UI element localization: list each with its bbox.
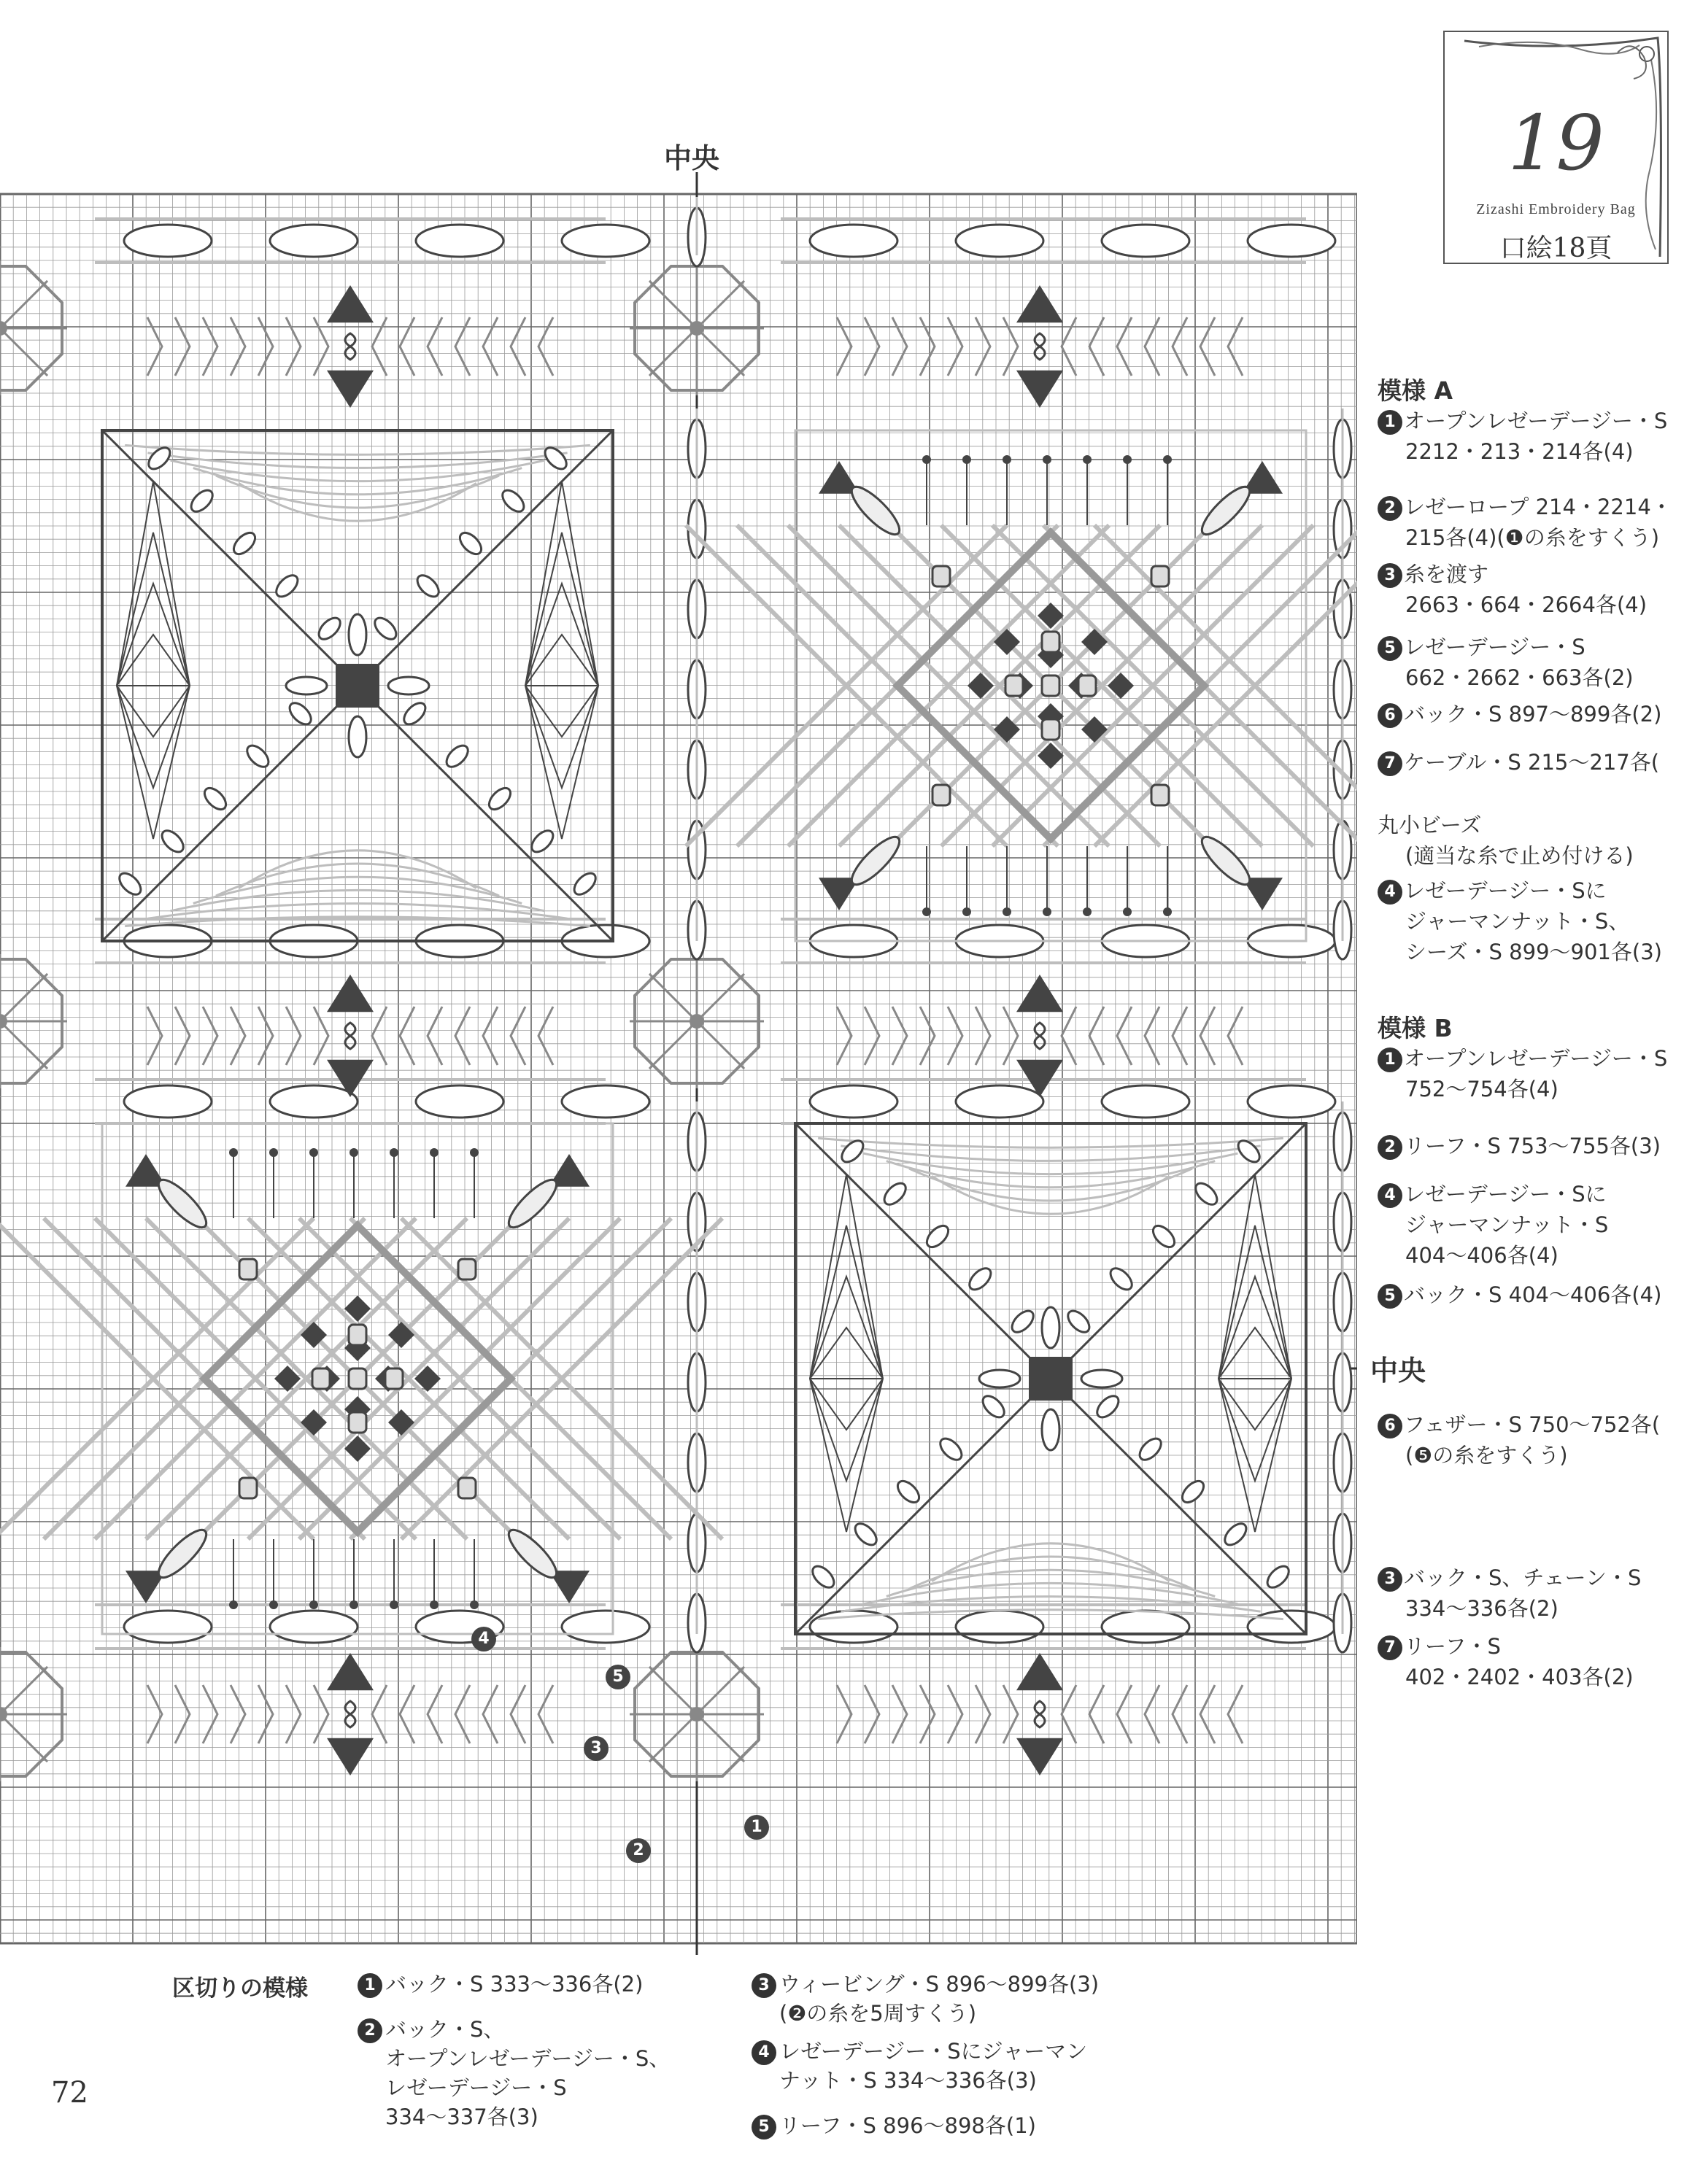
legend-number-badge: 4: [1378, 1183, 1402, 1208]
center-label-top: 中央: [664, 142, 720, 174]
pin-head: [1163, 907, 1172, 916]
legend-line: ウィービング・S 896〜899各(3): [779, 1972, 1100, 1997]
pin-head: [269, 1600, 278, 1609]
pin-head: [309, 1600, 318, 1609]
legend-number-badge: 5: [1378, 636, 1402, 661]
band-oval: [956, 1085, 1043, 1118]
pin-head: [229, 1148, 238, 1157]
title-frame: [1443, 31, 1669, 264]
band-oval: [956, 225, 1043, 257]
legend-line: レゼーデージー・Sにジャーマン: [779, 2039, 1088, 2064]
pin-head: [390, 1600, 398, 1609]
band-oval: [562, 225, 649, 257]
legend-line: 402・2402・403各(2): [1405, 1665, 1634, 1689]
legend-line: ナット・S 334〜336各(3): [779, 2068, 1037, 2093]
chart-number: 19: [1507, 98, 1604, 187]
pin-head: [1003, 907, 1011, 916]
band-oval: [1102, 1085, 1189, 1118]
legend-item: [752, 1970, 1099, 2028]
pin-head: [390, 1148, 398, 1157]
bead-icon: [1151, 785, 1169, 805]
legend-number-badge: 2: [1378, 1135, 1402, 1160]
legend-item: [1378, 632, 1634, 693]
band-oval: [810, 1085, 897, 1118]
legend-line: ジャーマンナット・S: [1405, 1212, 1609, 1237]
bead-icon: [1078, 675, 1096, 696]
legend-number-badge: 4: [1378, 880, 1402, 905]
legend-number-badge: 3: [1378, 563, 1402, 588]
legend-number-badge: 6: [1378, 1414, 1402, 1438]
band-oval: [270, 1611, 358, 1643]
legend-line: レゼーデージー・Sに: [1404, 878, 1607, 903]
legend-item: [1378, 1563, 1641, 1624]
legend-number-badge: 5: [752, 2115, 776, 2140]
legend-number-badge: 3: [1378, 1567, 1402, 1592]
callout-badge: 3: [584, 1736, 609, 1761]
pin-head: [430, 1148, 439, 1157]
legend-b-title: 模様 B: [1378, 1014, 1453, 1042]
legend-number-badge: 7: [1378, 751, 1402, 776]
daisy-loop: [286, 677, 327, 694]
legend-line: レゼーロープ 214・2214・: [1404, 495, 1672, 519]
legend-line: バック・S、チェーン・S: [1404, 1565, 1642, 1590]
legend-line: 334〜336各(2): [1405, 1596, 1559, 1621]
legend-item: [752, 2111, 1036, 2140]
web-center: [690, 1014, 704, 1029]
legend-line: リーフ・S 896〜898各(1): [779, 2113, 1036, 2138]
legend-line: レゼーデージー・Sに: [1404, 1182, 1607, 1207]
band-oval: [1102, 1611, 1189, 1643]
legend-line: レゼーデージー・S: [385, 2075, 567, 2100]
bead-icon: [458, 1259, 476, 1279]
legend-item: [1378, 1279, 1661, 1310]
page-number: 72: [51, 2076, 88, 2110]
legend-line: 2212・213・214各(4): [1405, 439, 1634, 464]
band-oval: [956, 1611, 1043, 1643]
legend-line: 752〜754各(4): [1405, 1077, 1559, 1101]
legend-line: リーフ・S: [1404, 1634, 1501, 1659]
band-oval: [124, 1611, 212, 1643]
legend-line: レゼーデージー・S: [1404, 635, 1585, 659]
pin-head: [1043, 455, 1051, 464]
legend-line: 215各(4)(❶の糸をすくう): [1405, 525, 1660, 550]
pin-head: [1083, 907, 1092, 916]
bead-icon: [349, 1368, 366, 1389]
legend-number-badge: 1: [1378, 410, 1402, 435]
legend-item: [752, 2037, 1087, 2095]
legend-number-badge: 7: [1378, 1635, 1402, 1660]
callout-badge: 1: [744, 1815, 769, 1840]
daisy-loop: [1042, 1409, 1059, 1450]
band-oval: [1248, 1085, 1335, 1118]
daisy-loop: [349, 716, 366, 757]
pin-head: [1043, 907, 1051, 916]
pin-head: [1123, 907, 1132, 916]
daisy-loop: [388, 677, 429, 694]
legend-line: バック・S 333〜336各(2): [385, 1972, 644, 1997]
band-oval: [416, 1085, 503, 1118]
legend-line: (適当な糸で止め付ける): [1405, 843, 1634, 868]
bead-icon: [349, 1412, 366, 1433]
bead-icon: [1042, 675, 1059, 696]
legend-item: [1378, 1043, 1667, 1104]
legend-line: オープンレゼーデージー・S: [1404, 408, 1668, 433]
band-oval: [124, 225, 212, 257]
daisy-loop: [1042, 1307, 1059, 1348]
bead-icon: [1042, 719, 1059, 740]
legend-line: 404〜406各(4): [1405, 1243, 1559, 1268]
pin-head: [309, 1148, 318, 1157]
chart-subtitle: Zizashi Embroidery Bag: [1476, 201, 1636, 217]
band-oval: [1102, 225, 1189, 257]
legend-number-badge: 1: [358, 1973, 382, 1998]
bead-icon: [239, 1478, 257, 1498]
bead-icon: [932, 785, 950, 805]
callout-badge: 4: [471, 1627, 496, 1651]
legend-item: [358, 1970, 643, 1999]
page-reference: 口絵18頁: [1499, 233, 1612, 263]
legend-line: (❺の糸をすくう): [1405, 1443, 1568, 1468]
callout-badge: 2: [626, 1838, 651, 1863]
legend-a-title: 模様 A: [1378, 376, 1453, 405]
pin-head: [470, 1148, 479, 1157]
band-oval: [270, 225, 358, 257]
legend-item: [1378, 1631, 1634, 1692]
legend-line: 丸小ビーズ: [1378, 813, 1482, 837]
legend-item: [1378, 1131, 1661, 1161]
band-oval: [1248, 1611, 1335, 1643]
pin-head: [349, 1600, 358, 1609]
bead-icon: [458, 1478, 476, 1498]
bead-icon: [349, 1325, 366, 1345]
legend-item: [1378, 406, 1667, 467]
pin-head: [1123, 455, 1132, 464]
band-oval: [416, 225, 503, 257]
legend-line: オープンレゼーデージー・S、: [385, 2046, 671, 2071]
legend-number-badge: 2: [358, 2018, 382, 2043]
legend-item: [1378, 810, 1634, 871]
pin-head: [922, 907, 931, 916]
band-oval: [562, 1085, 649, 1118]
band-oval: [810, 225, 897, 257]
legend-number-badge: 4: [752, 2040, 776, 2065]
legend-item: [1378, 1179, 1608, 1271]
band-oval: [1248, 225, 1335, 257]
band-oval: [124, 1085, 212, 1118]
legend-line: シーズ・S 899〜901各(3): [1405, 940, 1662, 964]
callout-badge: 5: [606, 1665, 630, 1689]
web-center: [690, 1707, 704, 1722]
legend-item: [1378, 492, 1672, 553]
bead-icon: [932, 566, 950, 586]
legend-line: ケーブル・S 215〜217各(: [1404, 750, 1660, 775]
legend-item: [1378, 699, 1661, 729]
bead-icon: [239, 1259, 257, 1279]
legend-line: 糸を渡す: [1404, 562, 1489, 586]
legend-item: [358, 2015, 670, 2131]
legend-line: 2663・664・2664各(4): [1405, 592, 1648, 617]
pin-head: [269, 1148, 278, 1157]
bead-icon: [1151, 566, 1169, 586]
bead-icon: [385, 1368, 403, 1389]
legend-number-badge: 2: [1378, 496, 1402, 521]
bead-icon: [1005, 675, 1023, 696]
pin-head: [962, 907, 971, 916]
legend-line: バック・S、: [385, 2017, 505, 2042]
legend-line: ジャーマンナット・S、: [1405, 909, 1630, 934]
legend-item: [1378, 747, 1659, 778]
daisy-loop: [349, 614, 366, 655]
bead-icon: [1042, 632, 1059, 652]
daisy-loop: [979, 1370, 1020, 1387]
pin-head: [1083, 455, 1092, 464]
bead-icon: [312, 1368, 330, 1389]
center-label-right: 中央: [1370, 1355, 1426, 1387]
pin-head: [470, 1600, 479, 1609]
legend-line: リーフ・S 753〜755各(3): [1404, 1134, 1661, 1158]
legend-number-badge: 6: [1378, 703, 1402, 728]
pin-head: [430, 1600, 439, 1609]
pin-head: [1003, 455, 1011, 464]
legend-line: オープンレゼーデージー・S: [1404, 1046, 1668, 1071]
band-oval: [562, 1611, 649, 1643]
web-center: [690, 321, 704, 336]
separator-title: 区切りの模様: [172, 1975, 308, 2002]
pin-head: [1163, 455, 1172, 464]
legend-line: フェザー・S 750〜752各(: [1404, 1412, 1661, 1437]
pin-head: [922, 455, 931, 464]
band-oval: [270, 1085, 358, 1118]
legend-line: バック・S 404〜406各(4): [1404, 1282, 1662, 1307]
legend-number-badge: 3: [752, 1973, 776, 1998]
legend-line: 334〜337各(3): [385, 2104, 538, 2129]
pin-head: [229, 1600, 238, 1609]
legend-line: (❷の糸を5周すくう): [779, 2001, 977, 2026]
legend-number-badge: 1: [1378, 1048, 1402, 1072]
pin-head: [962, 455, 971, 464]
pin-head: [349, 1148, 358, 1157]
legend-item: [1378, 1409, 1660, 1471]
legend-number-badge: 5: [1378, 1284, 1402, 1309]
legend-line: 662・2662・663各(2): [1405, 665, 1634, 690]
legend-item: [1378, 875, 1662, 967]
legend-item: [1378, 559, 1647, 620]
daisy-loop: [1081, 1370, 1122, 1387]
legend-line: バック・S 897〜899各(2): [1404, 702, 1662, 727]
